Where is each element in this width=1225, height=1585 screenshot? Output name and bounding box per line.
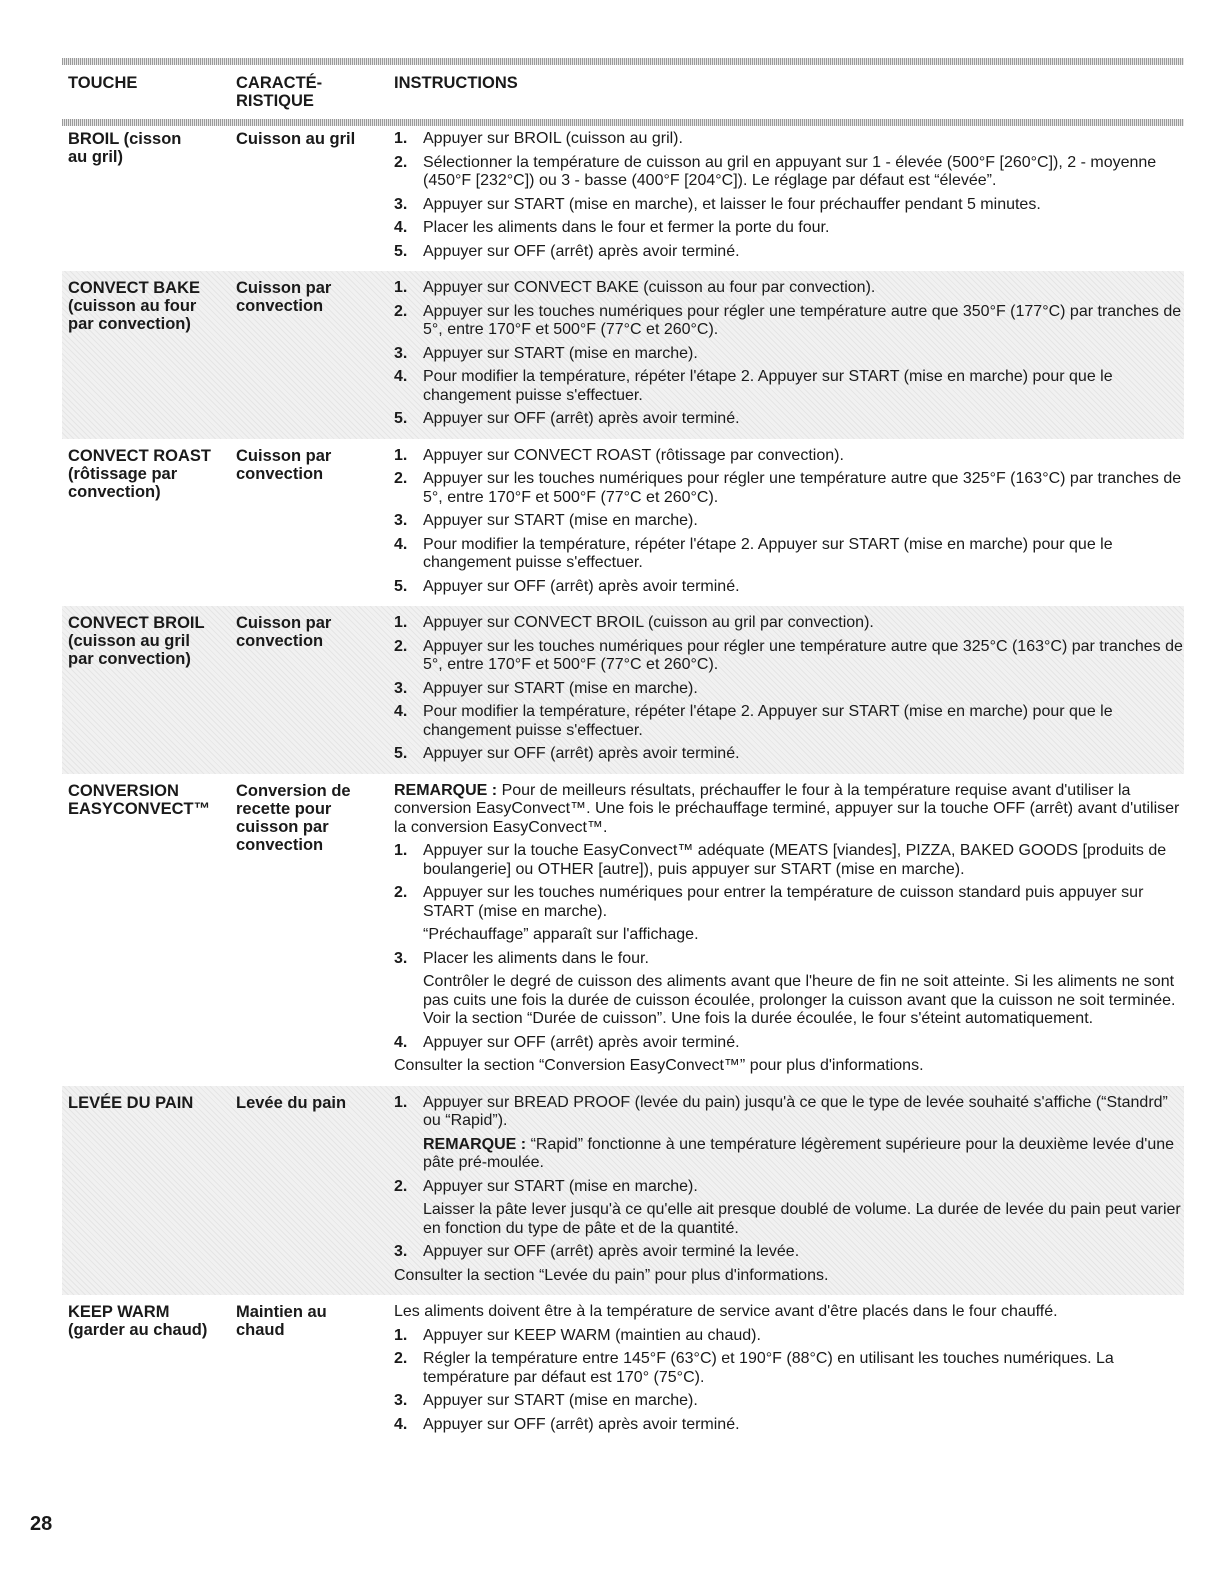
step-text: Placer les aliments dans le four. bbox=[423, 949, 649, 967]
step-text: Appuyer sur CONVECT ROAST (rôtissage par convection). bbox=[423, 446, 844, 464]
step-number: 4. bbox=[394, 368, 408, 385]
feature-name: Cuisson par convection bbox=[236, 446, 332, 483]
step-extra-text: Laisser la pâte lever jusqu'à ce qu'elle ait presque doublé de volume. La durée de levée du pain peut varier en fonction du type de pâte et de la quantité. bbox=[423, 1201, 1181, 1237]
step-extra bbox=[423, 1201, 1184, 1238]
step-item bbox=[394, 219, 1184, 238]
step-list bbox=[394, 1327, 1184, 1435]
step-number: 5. bbox=[394, 577, 408, 595]
step-body bbox=[423, 470, 1184, 507]
key-name: CONVECT BAKE (cuisson au four par convection) bbox=[68, 279, 201, 333]
feature-name: Levée du pain bbox=[236, 1093, 347, 1112]
step-number: 3. bbox=[394, 949, 408, 967]
step-item bbox=[394, 447, 1184, 466]
step-item bbox=[394, 279, 1184, 298]
step-text: Appuyer sur OFF (arrêt) après avoir terminé. bbox=[423, 745, 740, 762]
step-number: 2. bbox=[394, 1177, 408, 1195]
step-text: Appuyer sur START (mise en marche), et laisser le four préchauffer pendant 5 minutes. bbox=[423, 195, 1041, 213]
step-item bbox=[394, 578, 1184, 597]
step-list bbox=[394, 130, 1184, 261]
step-item bbox=[394, 130, 1184, 149]
step-number: 2. bbox=[394, 1350, 408, 1367]
step-extra-text: Contrôler le degré de cuisson des aliments avant que l'heure de fin ne soit atteinte. Si les aliments ne sont pas cuits une fois la durée de cuisson écoulée, prolonger la cuisson avant que la cuisson ne soit terminée. Voir la section “Durée de cuisson”. Une fois la durée écoulée, le four s'éteint automatiquement. bbox=[423, 973, 1176, 1027]
instructions-cell bbox=[394, 614, 1184, 769]
step-item bbox=[394, 638, 1184, 675]
step-number: 1. bbox=[394, 1093, 408, 1111]
step-body bbox=[423, 842, 1184, 879]
step-list bbox=[394, 614, 1184, 764]
step-body bbox=[423, 745, 1184, 764]
step-item bbox=[394, 745, 1184, 764]
step-body bbox=[423, 279, 1184, 298]
note-text: Pour de meilleurs résultats, préchauffer le four à la température requise avant d'utiliser la conversion EasyConvect™. Une fois le préchauffage terminé, appuyer sur la touche OFF (arrêt) avant d'utiliser la conversion EasyConvect™. bbox=[394, 781, 1180, 836]
top-rule bbox=[62, 58, 1184, 65]
step-body bbox=[423, 578, 1184, 597]
header-touche: TOUCHE bbox=[68, 74, 138, 92]
note-paragraph bbox=[394, 782, 1184, 838]
step-number: 3. bbox=[394, 344, 408, 362]
step-body bbox=[423, 1243, 1184, 1262]
header-caracteristique: CARACTÉ- RISTIQUE bbox=[236, 74, 323, 110]
step-item bbox=[394, 243, 1184, 262]
step-body bbox=[423, 130, 1184, 149]
step-extra-text: “Rapid” fonctionne à une température légèrement supérieure pour la deuxième levée d'une pâte pré-moulée. bbox=[423, 1135, 1175, 1171]
step-number: 1. bbox=[394, 842, 408, 859]
step-body bbox=[423, 1327, 1184, 1346]
step-item bbox=[394, 345, 1184, 364]
feature-name: Cuisson au gril bbox=[236, 130, 356, 148]
step-text: Appuyer sur START (mise en marche). bbox=[423, 1392, 698, 1409]
step-text: Appuyer sur START (mise en marche). bbox=[423, 512, 698, 529]
feature-name: Cuisson par convection bbox=[236, 279, 332, 315]
step-list bbox=[394, 842, 1184, 1052]
table-row bbox=[62, 439, 1184, 607]
step-text: Appuyer sur OFF (arrêt) après avoir terminé la levée. bbox=[423, 1243, 800, 1260]
step-text: Appuyer sur BROIL (cuisson au gril). bbox=[423, 130, 683, 147]
step-item bbox=[394, 1350, 1184, 1387]
step-body bbox=[423, 154, 1184, 191]
step-body bbox=[423, 410, 1184, 429]
step-number: 2. bbox=[394, 302, 408, 320]
step-text: Appuyer sur les touches numériques pour régler une température autre que 325°C (163°C) par tranches de 5°, entre 170°F et 500°F (77°C et 260°C). bbox=[423, 637, 1183, 673]
step-item bbox=[394, 1243, 1184, 1262]
instruction-table bbox=[62, 58, 1184, 1444]
feature-name: Cuisson par convection bbox=[236, 614, 332, 650]
key-name: CONVERSION EASYCONVECT™ bbox=[68, 781, 211, 818]
step-body bbox=[423, 512, 1184, 531]
step-number: 4. bbox=[394, 219, 408, 236]
step-number: 1. bbox=[394, 614, 408, 631]
footer-text: Consulter la section “Conversion EasyConvect™” pour plus d'informations. bbox=[394, 1057, 924, 1074]
step-body bbox=[423, 368, 1184, 405]
step-number: 3. bbox=[394, 195, 408, 213]
instructions-cell bbox=[394, 1303, 1184, 1439]
step-item bbox=[394, 614, 1184, 633]
step-text: Appuyer sur START (mise en marche). bbox=[423, 679, 698, 697]
step-item bbox=[394, 303, 1184, 340]
step-number: 3. bbox=[394, 1392, 408, 1409]
key-name: BROIL (cisson au gril) bbox=[68, 130, 182, 166]
step-body bbox=[423, 345, 1184, 364]
step-body bbox=[423, 447, 1184, 466]
step-number: 5. bbox=[394, 745, 408, 762]
step-number: 2. bbox=[394, 884, 408, 901]
step-item bbox=[394, 512, 1184, 531]
note-label: REMARQUE : bbox=[394, 781, 498, 799]
step-text: Appuyer sur les touches numériques pour régler une température autre que 350°F (177°C) par tranches de 5°, entre 170°F et 500°F (77°C et 260°C). bbox=[423, 302, 1182, 338]
table-row bbox=[62, 1086, 1184, 1296]
step-body bbox=[423, 243, 1184, 262]
step-text: Appuyer sur OFF (arrêt) après avoir terminé. bbox=[423, 242, 740, 260]
step-body bbox=[423, 680, 1184, 699]
table-row bbox=[62, 271, 1184, 439]
step-body bbox=[423, 703, 1184, 740]
step-number: 4. bbox=[394, 535, 408, 553]
step-text: Appuyer sur OFF (arrêt) après avoir terminé. bbox=[423, 577, 740, 595]
step-item bbox=[394, 842, 1184, 879]
step-item bbox=[394, 680, 1184, 699]
step-list bbox=[394, 279, 1184, 429]
feature-name: Conversion de recette pour cuisson par convection bbox=[236, 781, 351, 854]
intro-text: Les aliments doivent être à la température de service avant d'être placés dans le four chauffé. bbox=[394, 1303, 1058, 1320]
table-row bbox=[62, 774, 1184, 1086]
feature-name: Maintien au chaud bbox=[236, 1303, 327, 1339]
step-number: 2. bbox=[394, 637, 408, 655]
step-text: Placer les aliments dans le four et fermer la porte du four. bbox=[423, 219, 830, 236]
step-number: 4. bbox=[394, 1415, 408, 1433]
step-item bbox=[394, 1178, 1184, 1239]
step-body bbox=[423, 1350, 1184, 1387]
instructions-cell bbox=[394, 130, 1184, 266]
key-name: LEVÉE DU PAIN bbox=[68, 1093, 194, 1112]
step-text: Appuyer sur CONVECT BROIL (cuisson au gril par convection). bbox=[423, 614, 874, 631]
step-number: 3. bbox=[394, 1243, 408, 1260]
step-item bbox=[394, 1392, 1184, 1411]
step-text: Appuyer sur la touche EasyConvect™ adéquate (MEATS [viandes], PIZZA, BAKED GOODS [produits de boulangerie] ou OTHER [autre]), puis appuyer sur START (mise en marche). bbox=[423, 842, 1167, 878]
step-number: 1. bbox=[394, 1326, 408, 1344]
step-item bbox=[394, 410, 1184, 429]
key-name: CONVECT ROAST (rôtissage par convection) bbox=[68, 446, 212, 501]
header-instructions: INSTRUCTIONS bbox=[394, 74, 518, 92]
step-text: Appuyer sur les touches numériques pour régler une température autre que 325°F (163°C) par tranches de 5°, entre 170°F et 500°F (77°C et 260°C). bbox=[423, 470, 1182, 506]
step-text: Appuyer sur CONVECT BAKE (cuisson au four par convection). bbox=[423, 279, 876, 296]
step-number: 4. bbox=[394, 703, 408, 720]
step-text: Appuyer sur OFF (arrêt) après avoir terminé. bbox=[423, 1033, 740, 1051]
step-item bbox=[394, 470, 1184, 507]
step-text: Appuyer sur OFF (arrêt) après avoir terminé. bbox=[423, 410, 740, 427]
table-row bbox=[62, 126, 1184, 271]
step-text: Appuyer sur les touches numériques pour entrer la température de cuisson standard puis appuyer sur START (mise en marche). bbox=[423, 884, 1144, 920]
step-list bbox=[394, 1094, 1184, 1262]
step-body bbox=[423, 1392, 1184, 1411]
step-extra-label: REMARQUE : bbox=[423, 1135, 527, 1153]
step-item bbox=[394, 1416, 1184, 1435]
instructions-cell bbox=[394, 447, 1184, 602]
table-row bbox=[62, 1295, 1184, 1444]
step-number: 5. bbox=[394, 410, 408, 427]
page-number: 28 bbox=[30, 1513, 53, 1535]
table-body bbox=[62, 126, 1184, 1444]
step-number: 1. bbox=[394, 279, 408, 296]
step-body bbox=[423, 1416, 1184, 1435]
step-item bbox=[394, 368, 1184, 405]
step-number: 2. bbox=[394, 470, 408, 487]
step-body bbox=[423, 1094, 1184, 1173]
step-text: Appuyer sur START (mise en marche). bbox=[423, 1177, 698, 1195]
step-number: 3. bbox=[394, 679, 408, 697]
step-number: 5. bbox=[394, 242, 408, 260]
step-item bbox=[394, 536, 1184, 573]
table-header bbox=[62, 65, 1184, 119]
key-name: CONVECT BROIL (cuisson au gril par convection) bbox=[68, 614, 205, 668]
step-item bbox=[394, 1327, 1184, 1346]
step-list bbox=[394, 447, 1184, 597]
step-text: Régler la température entre 145°F (63°C) et 190°F (88°C) en utilisant les touches numériques. La température par défaut est 170° (75°C). bbox=[423, 1350, 1114, 1386]
step-body bbox=[423, 1178, 1184, 1239]
step-body bbox=[423, 638, 1184, 675]
footer-text: Consulter la section “Levée du pain” pour plus d'informations. bbox=[394, 1266, 829, 1284]
step-text: Sélectionner la température de cuisson au gril en appuyant sur 1 - élevée (500°F [260°C]), 2 - moyenne (450°F [232°C]) ou 3 - basse (400°F [204°C]). Le réglage par défaut est “élevée”. bbox=[423, 153, 1157, 189]
step-text: Pour modifier la température, répéter l'étape 2. Appuyer sur START (mise en marche) pour que le changement puisse s'effectuer. bbox=[423, 535, 1113, 571]
step-number: 3. bbox=[394, 512, 408, 529]
step-number: 4. bbox=[394, 1033, 408, 1051]
step-body bbox=[423, 884, 1184, 945]
step-item bbox=[394, 703, 1184, 740]
step-text: Pour modifier la température, répéter l'étape 2. Appuyer sur START (mise en marche) pour que le changement puisse s'effectuer. bbox=[423, 368, 1113, 404]
instructions-cell bbox=[394, 1094, 1184, 1291]
step-text: Appuyer sur BREAD PROOF (levée du pain) jusqu'à ce que le type de levée souhaité s'affiche (“Standrd” ou “Rapid”). bbox=[423, 1093, 1168, 1129]
step-item bbox=[394, 884, 1184, 945]
step-extra bbox=[423, 1136, 1184, 1173]
step-item bbox=[394, 950, 1184, 1029]
step-body bbox=[423, 614, 1184, 633]
step-extra bbox=[423, 973, 1184, 1029]
step-text: Appuyer sur OFF (arrêt) après avoir terminé. bbox=[423, 1415, 740, 1433]
instructions-cell bbox=[394, 782, 1184, 1081]
step-body bbox=[423, 1034, 1184, 1053]
key-name: KEEP WARM (garder au chaud) bbox=[68, 1303, 208, 1339]
step-item bbox=[394, 1094, 1184, 1173]
step-number: 2. bbox=[394, 153, 408, 171]
step-text: Appuyer sur KEEP WARM (maintien au chaud). bbox=[423, 1326, 761, 1344]
step-body bbox=[423, 196, 1184, 215]
step-item bbox=[394, 1034, 1184, 1053]
instructions-cell bbox=[394, 279, 1184, 434]
step-text: Appuyer sur START (mise en marche). bbox=[423, 344, 698, 362]
step-number: 1. bbox=[394, 130, 408, 147]
step-item bbox=[394, 196, 1184, 215]
step-text: Pour modifier la température, répéter l'étape 2. Appuyer sur START (mise en marche) pour que le changement puisse s'effectuer. bbox=[423, 703, 1113, 739]
step-body bbox=[423, 303, 1184, 340]
step-body bbox=[423, 536, 1184, 573]
step-extra bbox=[423, 926, 1184, 945]
table-row bbox=[62, 606, 1184, 774]
step-item bbox=[394, 154, 1184, 191]
step-body bbox=[423, 219, 1184, 238]
step-body bbox=[423, 950, 1184, 1029]
step-extra-text: “Préchauffage” apparaît sur l'affichage. bbox=[423, 926, 699, 943]
header-rule bbox=[62, 119, 1184, 126]
step-number: 1. bbox=[394, 446, 408, 464]
